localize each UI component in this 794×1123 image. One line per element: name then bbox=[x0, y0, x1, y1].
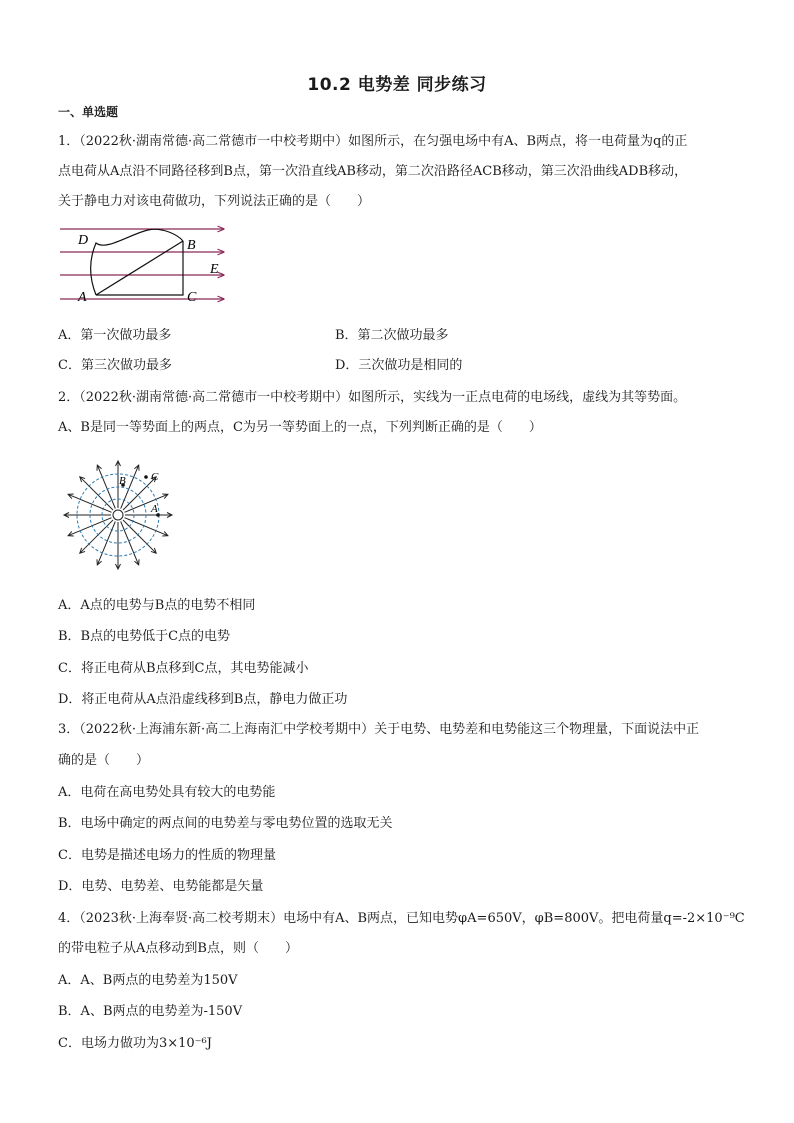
q4-option-a[interactable]: A．A、B两点的电势差为150V bbox=[58, 973, 238, 988]
q2-option-c[interactable]: C．将正电荷从B点移到C点，其电势能减小 bbox=[58, 661, 309, 676]
q2-label-a: A bbox=[151, 503, 158, 515]
radial-field-line bbox=[80, 477, 113, 510]
curve-adb bbox=[91, 229, 183, 295]
radial-field-line bbox=[123, 520, 156, 553]
q2-label-b: B bbox=[119, 475, 126, 487]
q3-stem-line2: 确的是（ ） bbox=[58, 753, 150, 768]
section-heading: 一、单选题 bbox=[58, 105, 119, 119]
radial-field-line bbox=[68, 518, 111, 536]
q4-stem-line1: 4．（2023秋·上海奉贤·高二校考期末）电场中有A、B两点，已知电势φA=650V，φB=800V。把电荷量q=-2×10⁻⁹C bbox=[58, 911, 745, 926]
q2-label-c: C bbox=[151, 471, 159, 483]
radial-field-line bbox=[68, 494, 111, 512]
page-title: 10.2 电势差 同步练习 bbox=[307, 75, 487, 95]
q3-option-d[interactable]: D．电势、电势差、电势能都是矢量 bbox=[58, 879, 264, 894]
q1-stem-line2: 点电荷从A点沿不同路径移到B点，第一次沿直线AB移动，第二次沿路径ACB移动，第三次沿曲线ADB移动， bbox=[58, 164, 688, 179]
q3-option-a[interactable]: A．电荷在高电势处具有较大的电势能 bbox=[58, 785, 276, 800]
q2-stem-line1: 2．（2022秋·湖南常德·高二常德市一中校考期中）如图所示，实线为一正点电荷的电场线，虚线为其等势面。 bbox=[58, 390, 687, 405]
point-charge bbox=[113, 510, 123, 520]
label-e: E bbox=[210, 262, 219, 277]
q1-option-c[interactable]: C．第三次做功最多 bbox=[58, 358, 172, 373]
radial-field-line bbox=[124, 494, 167, 512]
q1-stem-line1: 1．（2022秋·湖南常德·高二常德市一中校考期中）如图所示，在匀强电场中有A、B两点，将一电荷量为q的正 bbox=[58, 134, 688, 149]
q4-stem-line2: 的带电粒子从A点移动到B点，则（ ） bbox=[58, 941, 298, 956]
q2-point-charge-figure bbox=[62, 459, 174, 571]
q4-option-b[interactable]: B．A、B两点的电势差为-150V bbox=[58, 1004, 243, 1019]
q4-option-c[interactable]: C．电场力做功为3×10⁻⁶J bbox=[58, 1036, 212, 1051]
radial-field-line bbox=[80, 520, 113, 553]
radial-field-line bbox=[97, 465, 115, 508]
q1-stem-line3: 关于静电力对该电荷做功，下列说法正确的是（ ） bbox=[58, 194, 371, 209]
q1-option-d[interactable]: D．三次做功是相同的 bbox=[335, 358, 463, 373]
radial-field-line bbox=[97, 521, 115, 564]
point-c-dot bbox=[144, 475, 148, 479]
label-b: B bbox=[187, 238, 196, 253]
q2-stem-line2: A、B是同一等势面上的两点，C为另一等势面上的一点，下列判断正确的是（ ） bbox=[58, 420, 542, 435]
q1-option-b[interactable]: B．第二次做功最多 bbox=[335, 328, 449, 343]
q3-stem-line1: 3．（2022秋·上海浦东新·高二上海南汇中学校考期中）关于电势、电势差和电势能这三个物理量，下面说法中正 bbox=[58, 722, 700, 737]
label-a: A bbox=[78, 290, 87, 305]
q3-option-c[interactable]: C．电势是描述电场力的性质的物理量 bbox=[58, 848, 276, 863]
label-c: C bbox=[187, 290, 197, 305]
q1-option-a[interactable]: A．第一次做功最多 bbox=[58, 328, 172, 343]
q2-option-a[interactable]: A．A点的电势与B点的电势不相同 bbox=[58, 598, 256, 613]
q1-uniform-field-figure bbox=[58, 225, 228, 310]
radial-field-line bbox=[124, 518, 167, 536]
q2-option-d[interactable]: D．将正电荷从A点沿虚线移到B点，静电力做正功 bbox=[58, 692, 348, 707]
radial-field-line bbox=[121, 521, 139, 564]
segment-ab bbox=[96, 241, 183, 295]
q2-option-b[interactable]: B．B点的电势低于C点的电势 bbox=[58, 629, 231, 644]
q3-option-b[interactable]: B．电场中确定的两点间的电势差与零电势位置的选取无关 bbox=[58, 816, 393, 831]
label-d: D bbox=[78, 233, 89, 248]
